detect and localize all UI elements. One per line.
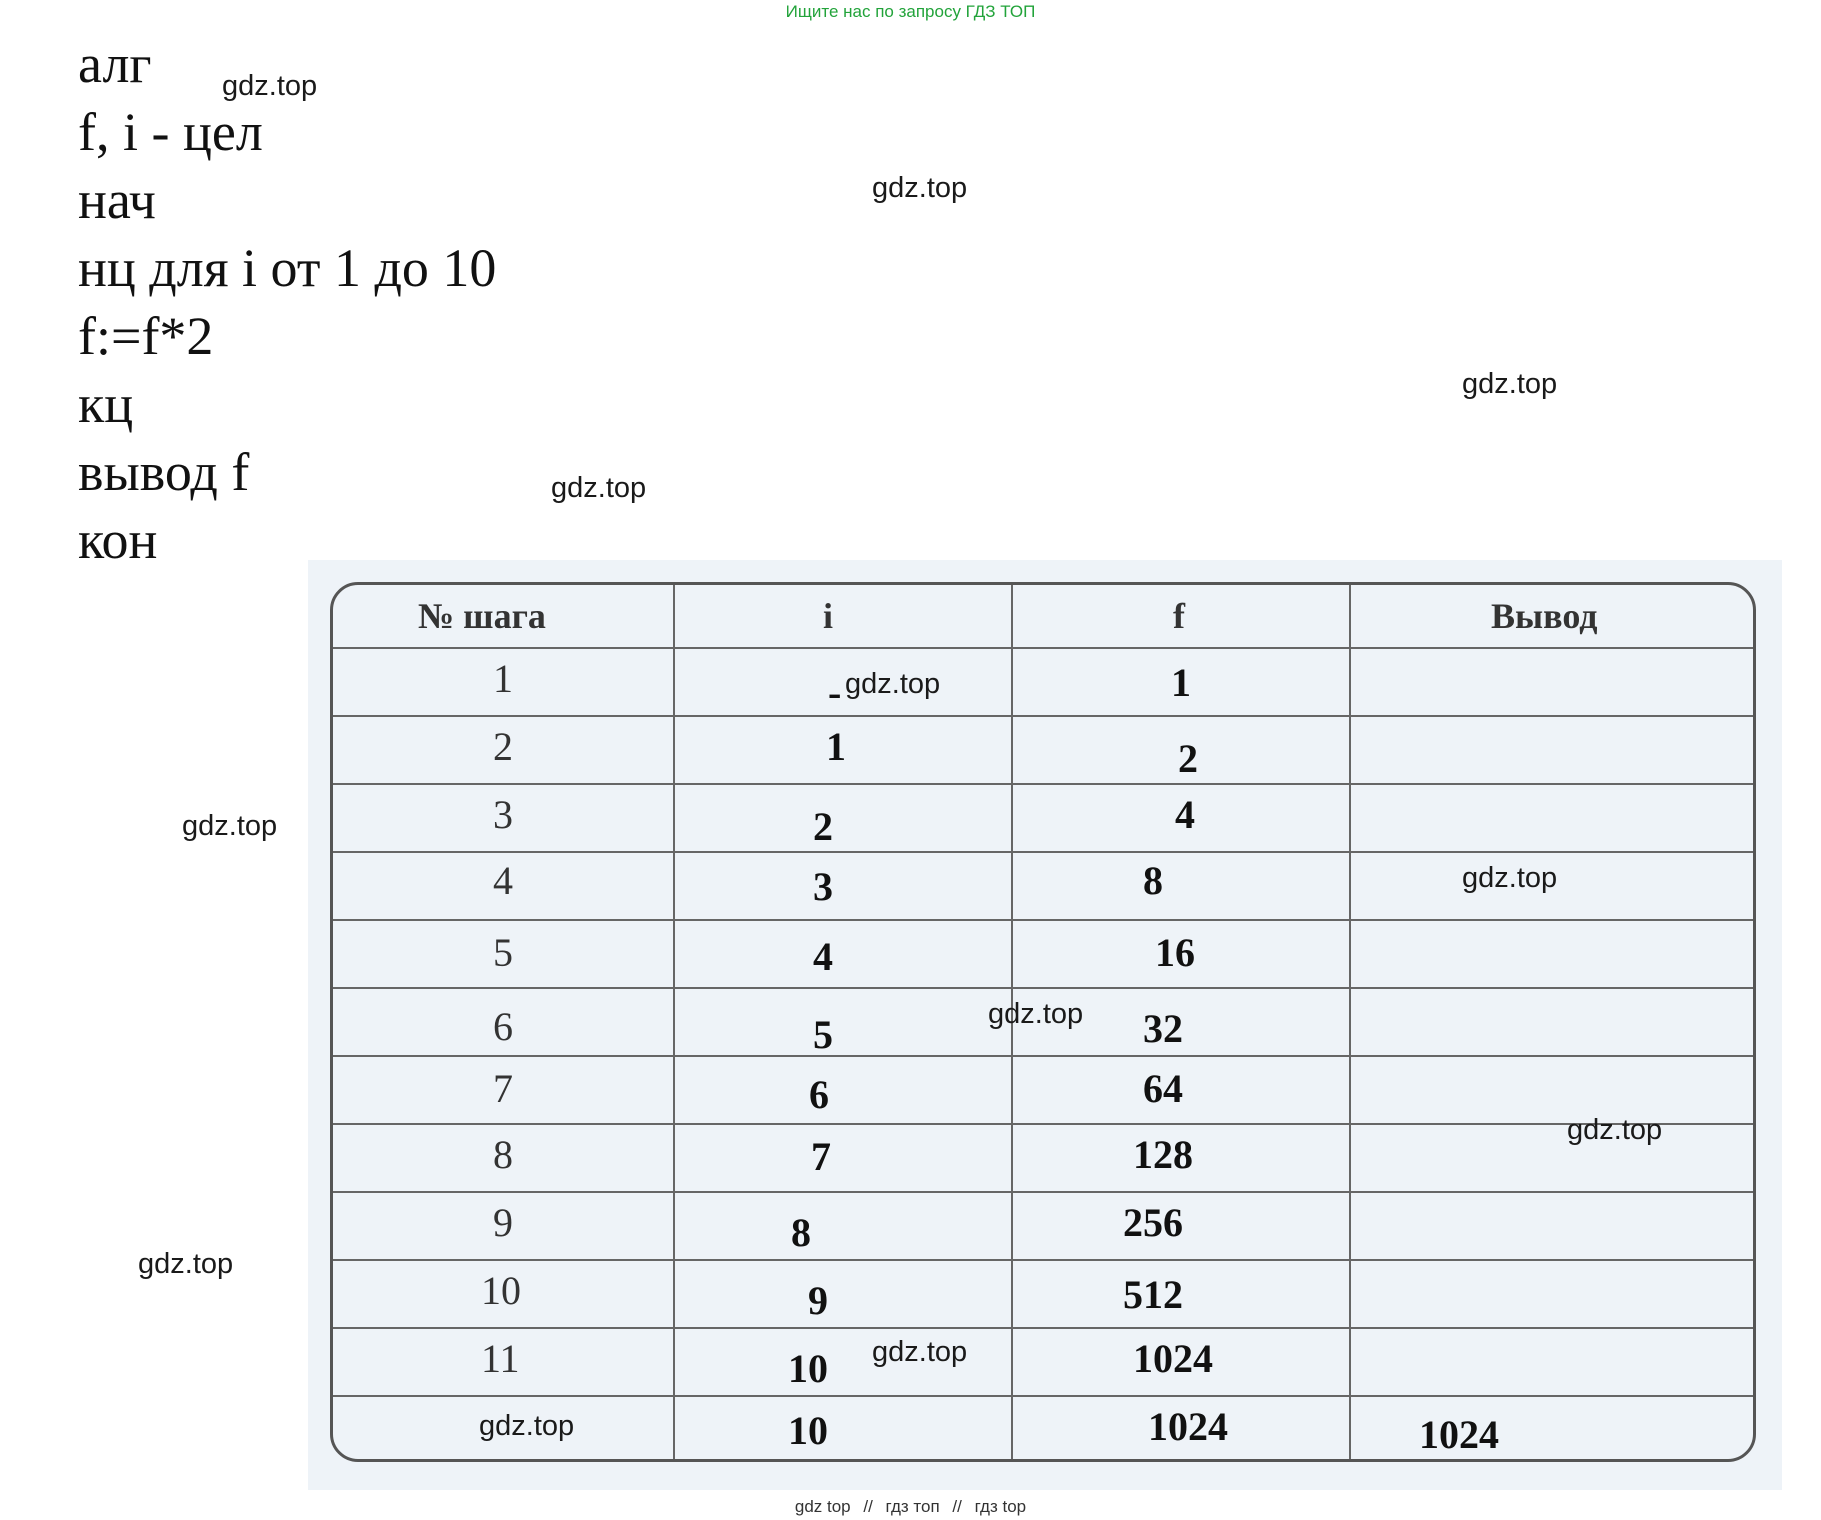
code-line: алг (78, 34, 152, 94)
row-divider (333, 851, 1753, 853)
cell-step: 8 (493, 1132, 513, 1177)
cell-i: 1 (826, 724, 846, 769)
header-step: № шага (418, 596, 546, 636)
row-divider (333, 987, 1753, 989)
row-divider (333, 715, 1753, 717)
bottom-links (0, 1497, 1821, 1517)
footer-link[interactable]: гдз топ (885, 1497, 940, 1516)
top-banner[interactable]: Ищите нас по запросу ГДЗ ТОП (785, 2, 1036, 21)
code-line: вывод f (78, 442, 250, 502)
row-divider (333, 1327, 1753, 1329)
cell-f: 8 (1143, 858, 1163, 903)
cell-output: 1024 (1419, 1412, 1499, 1457)
watermark: gdz.top (872, 172, 968, 204)
cell-i: 2 (813, 804, 833, 849)
cell-i: - (828, 670, 842, 715)
cell-f: 128 (1133, 1132, 1193, 1177)
cell-f: 2 (1178, 736, 1198, 781)
row-divider (333, 1395, 1753, 1397)
watermark: gdz.top (988, 998, 1084, 1030)
cell-step: 6 (493, 1004, 513, 1049)
cell-i: 6 (809, 1072, 829, 1117)
row-divider (333, 1055, 1753, 1057)
cell-i: 5 (813, 1012, 833, 1057)
cell-i: 8 (791, 1210, 811, 1255)
watermark: gdz.top (551, 472, 647, 504)
cell-step: 4 (493, 858, 513, 903)
cell-i: 9 (808, 1278, 828, 1323)
header-output: Вывод (1491, 596, 1598, 636)
cell-i: 10 (788, 1346, 828, 1391)
cell-step: 2 (493, 724, 513, 769)
watermark: gdz.top (872, 1336, 968, 1368)
cell-f: 16 (1155, 930, 1195, 975)
cell-i: 7 (811, 1134, 831, 1179)
row-divider (333, 1123, 1753, 1125)
code-line: кц (78, 374, 134, 434)
cell-step: 3 (493, 792, 513, 837)
cell-f: 1024 (1133, 1336, 1213, 1381)
watermark: gdz.top (222, 70, 318, 102)
cell-i: 3 (813, 864, 833, 909)
cell-f: 1024 (1148, 1404, 1228, 1449)
watermark: gdz.top (1462, 862, 1558, 894)
cell-f: 4 (1175, 792, 1195, 837)
watermark: gdz.top (138, 1248, 234, 1280)
cell-step: 11 (481, 1336, 520, 1381)
cell-f: 32 (1143, 1006, 1183, 1051)
cell-step: 10 (481, 1268, 521, 1313)
watermark: gdz.top (479, 1410, 575, 1442)
watermark: gdz.top (1567, 1114, 1663, 1146)
header-i: i (823, 596, 834, 636)
cell-f: 256 (1123, 1200, 1183, 1245)
cell-f: 1 (1171, 660, 1191, 705)
watermark: gdz.top (182, 810, 278, 842)
code-line: кон (78, 510, 158, 570)
cell-step: 9 (493, 1200, 513, 1245)
code-line: нач (78, 170, 156, 230)
code-line: f, i - цел (78, 102, 263, 162)
row-divider (333, 1191, 1753, 1193)
cell-f: 512 (1123, 1272, 1183, 1317)
watermark: gdz.top (1462, 368, 1558, 400)
footer-link[interactable]: gdz top (794, 1497, 851, 1516)
header-f: f (1173, 596, 1185, 636)
footer-link[interactable]: гдз top (974, 1497, 1027, 1516)
cell-i: 10 (788, 1408, 828, 1453)
row-divider (333, 919, 1753, 921)
cell-step: 1 (493, 656, 513, 701)
row-divider (333, 783, 1753, 785)
code-line: f:=f*2 (78, 306, 214, 366)
cell-i: 4 (813, 934, 833, 979)
watermark: gdz.top (845, 668, 941, 700)
footer-separator: // (952, 1497, 962, 1516)
row-divider (333, 1259, 1753, 1261)
cell-step: 7 (493, 1066, 513, 1111)
cell-step: 5 (493, 930, 513, 975)
row-divider (333, 647, 1753, 649)
code-line: нц для i от 1 до 10 (78, 238, 497, 298)
cell-f: 64 (1143, 1066, 1183, 1111)
algorithm-code (78, 30, 496, 574)
footer-separator: // (863, 1497, 873, 1516)
